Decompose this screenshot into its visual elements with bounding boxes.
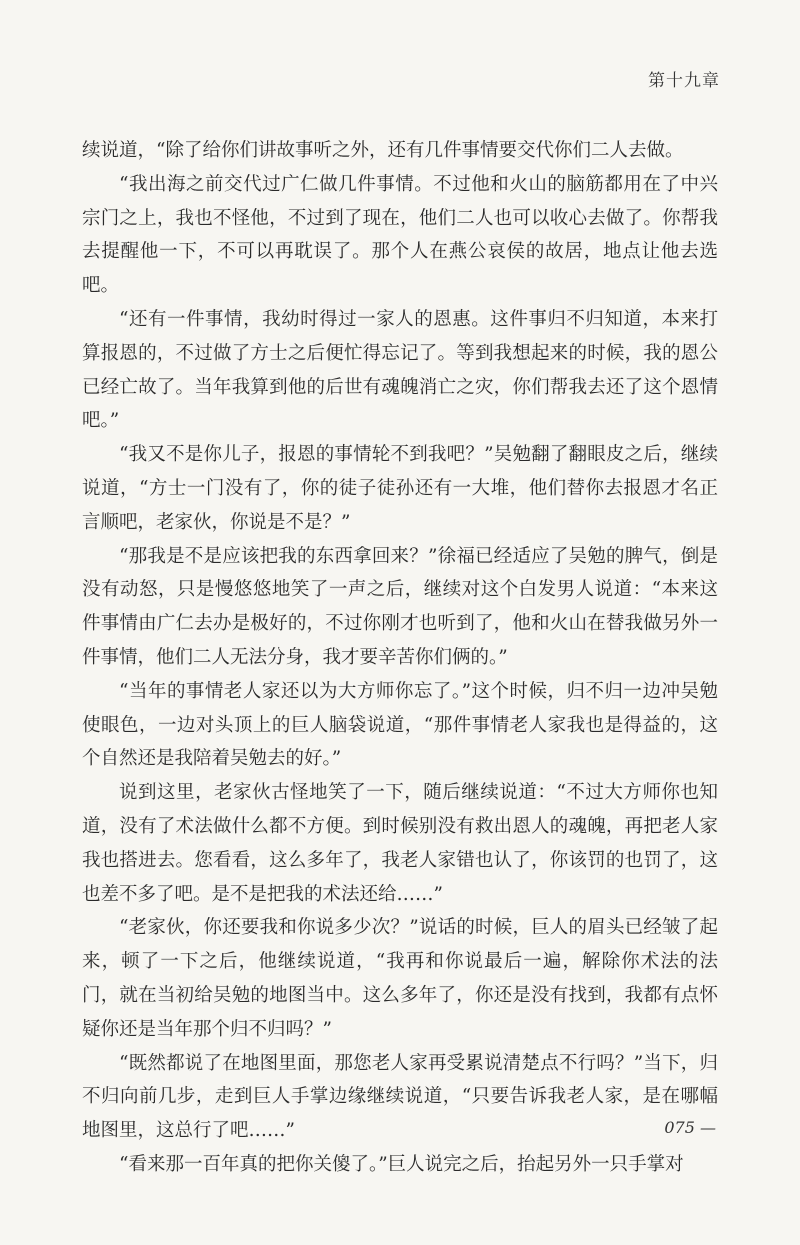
paragraph: “老家伙，你还要我和你说多少次？”说话的时候，巨人的眉头已经皱了起来，顿了一下之后，他继续说道，“我再和你说最后一遍，解除你术法的法门，就在当初给吴勉的地图当中。这么多年了，你还是没有找到，我都有点怀疑你还是当年那个归不归吗？” bbox=[82, 917, 718, 1040]
paragraph: 说到这里，老家伙古怪地笑了一下，随后继续说道：“不过大方师你也知道，没有了术法做什么都不方便。到时候别没有救出恩人的魂魄，再把老人家我也搭进去。您看看，这么多年了，我老人家错也认了，你该罚的也罚了，这也差不多了吧。是不是把我的术法还给……” bbox=[82, 782, 718, 905]
paragraph: “还有一件事情，我幼时得过一家人的恩惠。这件事归不归知道，本来打算报恩的，不过做了方士之后便忙得忘记了。等到我想起来的时候，我的恩公已经亡故了。当年我算到他的后世有魂魄消亡之灾，你们帮我去还了这个恩情吧。” bbox=[82, 308, 718, 432]
body-text bbox=[82, 134, 718, 1182]
chapter-header: 第十九章 bbox=[648, 71, 720, 91]
page-number: 075 — bbox=[664, 1118, 716, 1137]
paragraph: “我又不是你儿子，报恩的事情轮不到我吧？”吴勉翻了翻眼皮之后，继续说道，“方士一门没有了，你的徒子徒孙还有一大堆，他们替你去报恩才名正言顺吧，老家伙，你说是不是？” bbox=[82, 444, 718, 533]
paragraph: “既然都说了在地图里面，那您老人家再受累说清楚点不行吗？”当下，归不归向前几步，走到巨人手掌边缘继续说道，“只要告诉我老人家，是在哪幅地图里，这总行了吧……” bbox=[82, 1052, 718, 1142]
paragraph: “那我是不是应该把我的东西拿回来？”徐福已经适应了吴勉的脾气，倒是没有动怒，只是慢悠悠地笑了一声之后，继续对这个白发男人说道：“本来这件事情由广仁去办是极好的，不过你刚才也听到了，他和火山在替我做另外一件事情，他们二人无法分身，我才要辛苦你们俩的。” bbox=[82, 545, 718, 668]
paragraph: 续说道，“除了给你们讲故事听之外，还有几件事情要交代你们二人去做。 bbox=[82, 140, 684, 161]
paragraph: “当年的事情老人家还以为大方师你忘了。”这个时候，归不归一边冲吴勉使眼色，一边对头顶上的巨人脑袋说道，“那件事情老人家我也是得益的，这个自然还是我陪着吴勉去的好。” bbox=[82, 680, 718, 770]
paragraph: “我出海之前交代过广仁做几件事情。不过他和火山的脑筋都用在了中兴宗门之上，我也不怪他，不过到了现在，他们二人也可以收心去做了。你帮我去提醒他一下，不可以再耽误了。那个人在燕公哀侯的故居，地点让他去选吧。 bbox=[82, 173, 718, 297]
paragraph: “看来那一百年真的把你关傻了。”巨人说完之后，抬起另外一只手掌对 bbox=[119, 1153, 684, 1175]
